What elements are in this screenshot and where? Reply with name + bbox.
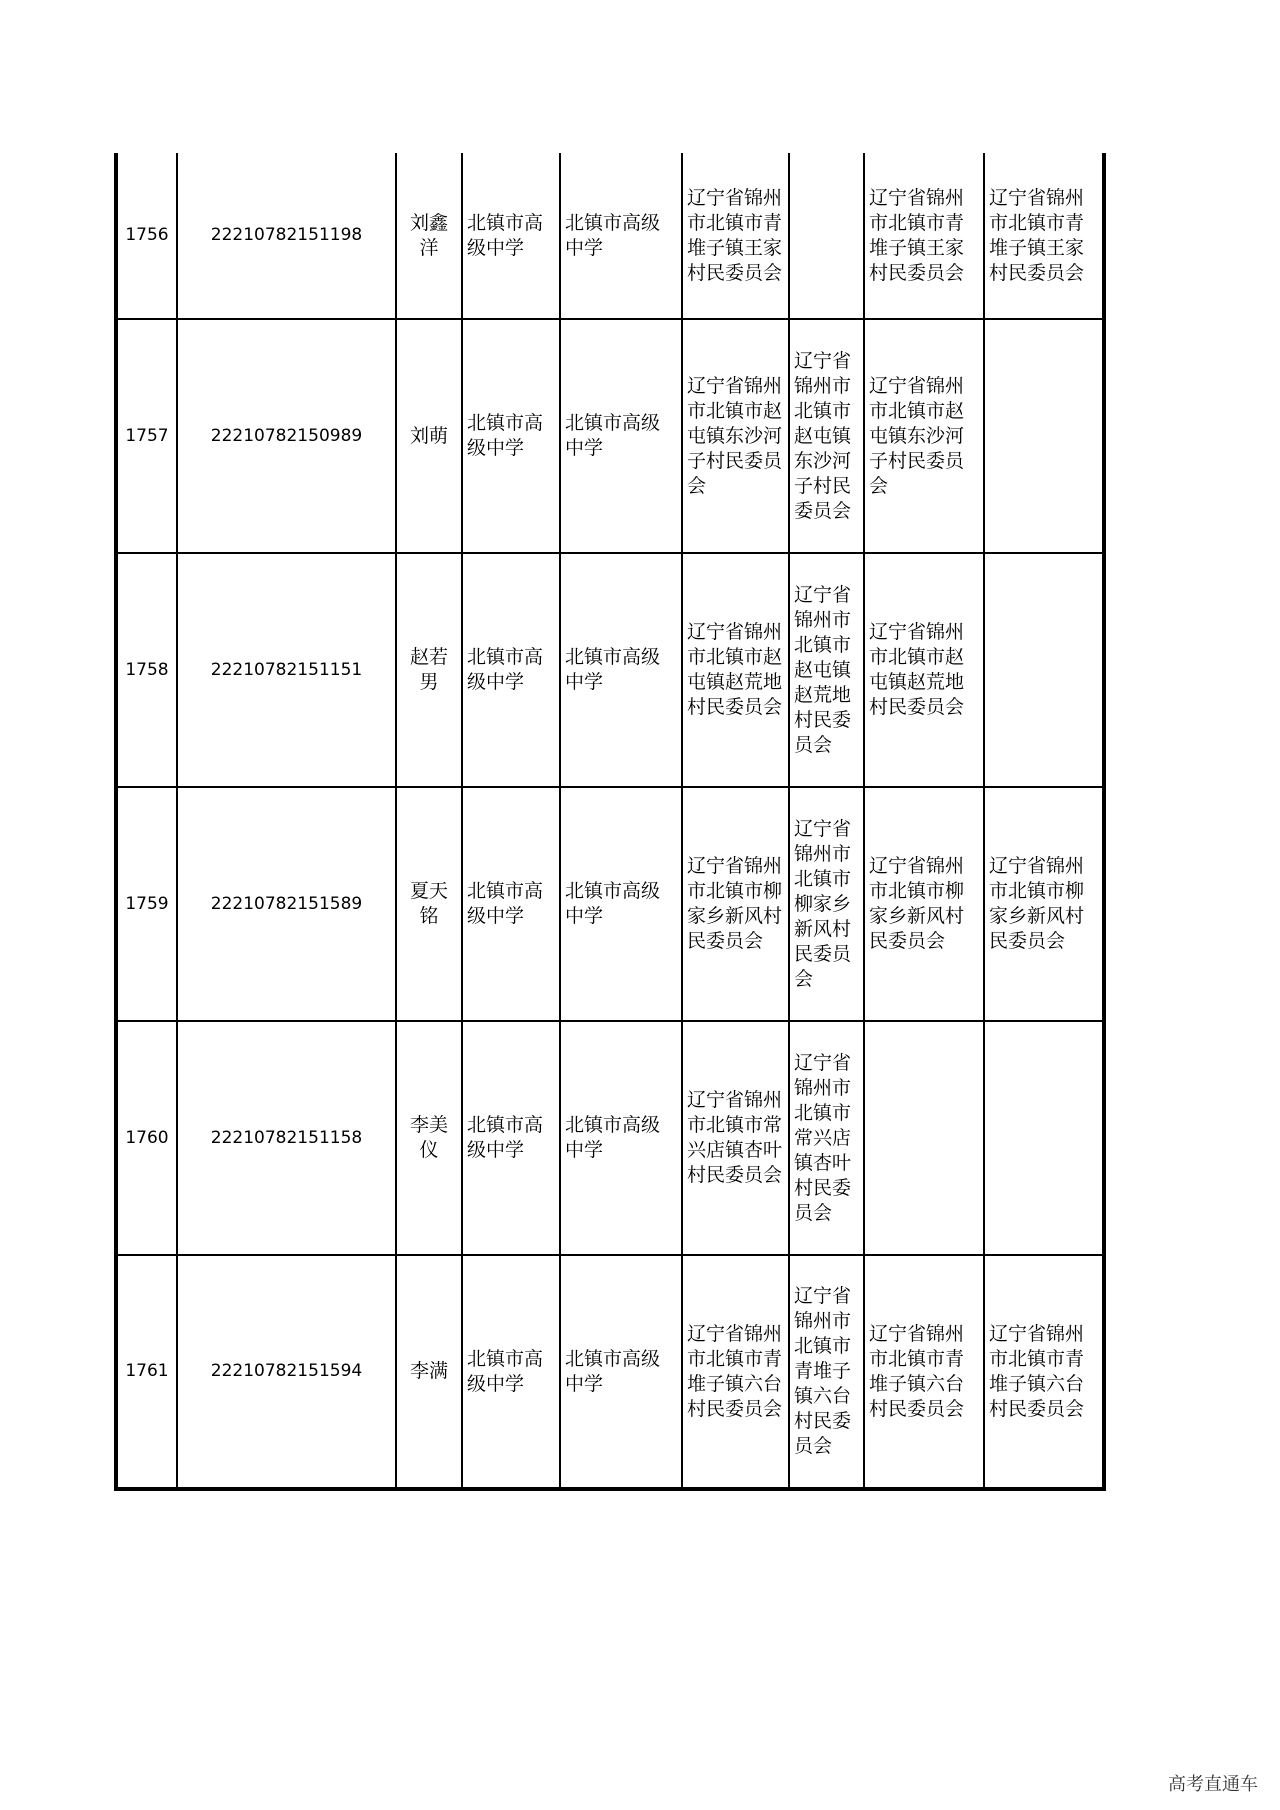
cell-exam-id: 22210782151198: [177, 153, 396, 319]
cell-address-2: 辽宁省锦州市北镇市柳家乡新风村民委员会: [789, 787, 864, 1021]
cell-address-2: [789, 153, 864, 319]
cell-address-3: [864, 1021, 984, 1255]
cell-address-4: [984, 553, 1104, 787]
table-row: [116, 787, 1104, 1021]
table-row: [116, 153, 1104, 319]
cell-exam-id: 22210782150989: [177, 319, 396, 553]
cell-school: 北镇市高级中学: [462, 787, 560, 1021]
cell-school: 北镇市高级中学: [462, 1021, 560, 1255]
cell-address-4: 辽宁省锦州市北镇市柳家乡新风村民委员会: [984, 787, 1104, 1021]
cell-exam-id: 22210782151589: [177, 787, 396, 1021]
cell-address-4: [984, 319, 1104, 553]
cell-school: 北镇市高级中学: [462, 319, 560, 553]
cell-school-2: 北镇市高级中学: [560, 1021, 682, 1255]
cell-address-2: 辽宁省锦州市北镇市赵屯镇赵荒地村民委员会: [789, 553, 864, 787]
cell-seq: 1760: [116, 1021, 177, 1255]
cell-seq: 1759: [116, 787, 177, 1021]
cell-address-1: 辽宁省锦州市北镇市常兴店镇杏叶村民委员会: [682, 1021, 789, 1255]
table-body: [116, 153, 1104, 1489]
cell-school: 北镇市高级中学: [462, 153, 560, 319]
cell-address-1: 辽宁省锦州市北镇市青堆子镇王家村民委员会: [682, 153, 789, 319]
cell-name: 赵若男: [396, 553, 462, 787]
cell-address-1: 辽宁省锦州市北镇市青堆子镇六台村民委员会: [682, 1255, 789, 1489]
cell-seq: 1758: [116, 553, 177, 787]
cell-school-2: 北镇市高级中学: [560, 787, 682, 1021]
cell-address-3: 辽宁省锦州市北镇市青堆子镇六台村民委员会: [864, 1255, 984, 1489]
cell-name: 李满: [396, 1255, 462, 1489]
cell-address-1: 辽宁省锦州市北镇市赵屯镇赵荒地村民委员会: [682, 553, 789, 787]
cell-name: 李美仪: [396, 1021, 462, 1255]
cell-address-4: 辽宁省锦州市北镇市青堆子镇王家村民委员会: [984, 153, 1104, 319]
cell-name: 刘萌: [396, 319, 462, 553]
cell-address-2: 辽宁省锦州市北镇市青堆子镇六台村民委员会: [789, 1255, 864, 1489]
cell-address-1: 辽宁省锦州市北镇市柳家乡新风村民委员会: [682, 787, 789, 1021]
cell-school-2: 北镇市高级中学: [560, 153, 682, 319]
cell-seq: 1761: [116, 1255, 177, 1489]
cell-school: 北镇市高级中学: [462, 1255, 560, 1489]
cell-address-1: 辽宁省锦州市北镇市赵屯镇东沙河子村民委员会: [682, 319, 789, 553]
cell-address-2: 辽宁省锦州市北镇市赵屯镇东沙河子村民委员会: [789, 319, 864, 553]
cell-name: 刘鑫洋: [396, 153, 462, 319]
cell-address-3: 辽宁省锦州市北镇市青堆子镇王家村民委员会: [864, 153, 984, 319]
cell-address-4: 辽宁省锦州市北镇市青堆子镇六台村民委员会: [984, 1255, 1104, 1489]
cell-school-2: 北镇市高级中学: [560, 553, 682, 787]
table-row: [116, 319, 1104, 553]
cell-exam-id: 22210782151594: [177, 1255, 396, 1489]
cell-address-4: [984, 1021, 1104, 1255]
cell-address-3: 辽宁省锦州市北镇市柳家乡新风村民委员会: [864, 787, 984, 1021]
cell-exam-id: 22210782151151: [177, 553, 396, 787]
cell-address-3: 辽宁省锦州市北镇市赵屯镇东沙河子村民委员会: [864, 319, 984, 553]
table-row: [116, 553, 1104, 787]
cell-address-3: 辽宁省锦州市北镇市赵屯镇赵荒地村民委员会: [864, 553, 984, 787]
table-row: [116, 1021, 1104, 1255]
cell-school-2: 北镇市高级中学: [560, 1255, 682, 1489]
table-row: [116, 1255, 1104, 1489]
student-table: [114, 153, 1106, 1491]
watermark-text: 高考直通车: [1168, 1774, 1258, 1795]
cell-exam-id: 22210782151158: [177, 1021, 396, 1255]
cell-school-2: 北镇市高级中学: [560, 319, 682, 553]
cell-name: 夏天铭: [396, 787, 462, 1021]
cell-seq: 1756: [116, 153, 177, 319]
cell-school: 北镇市高级中学: [462, 553, 560, 787]
cell-address-2: 辽宁省锦州市北镇市常兴店镇杏叶村民委员会: [789, 1021, 864, 1255]
cell-seq: 1757: [116, 319, 177, 553]
